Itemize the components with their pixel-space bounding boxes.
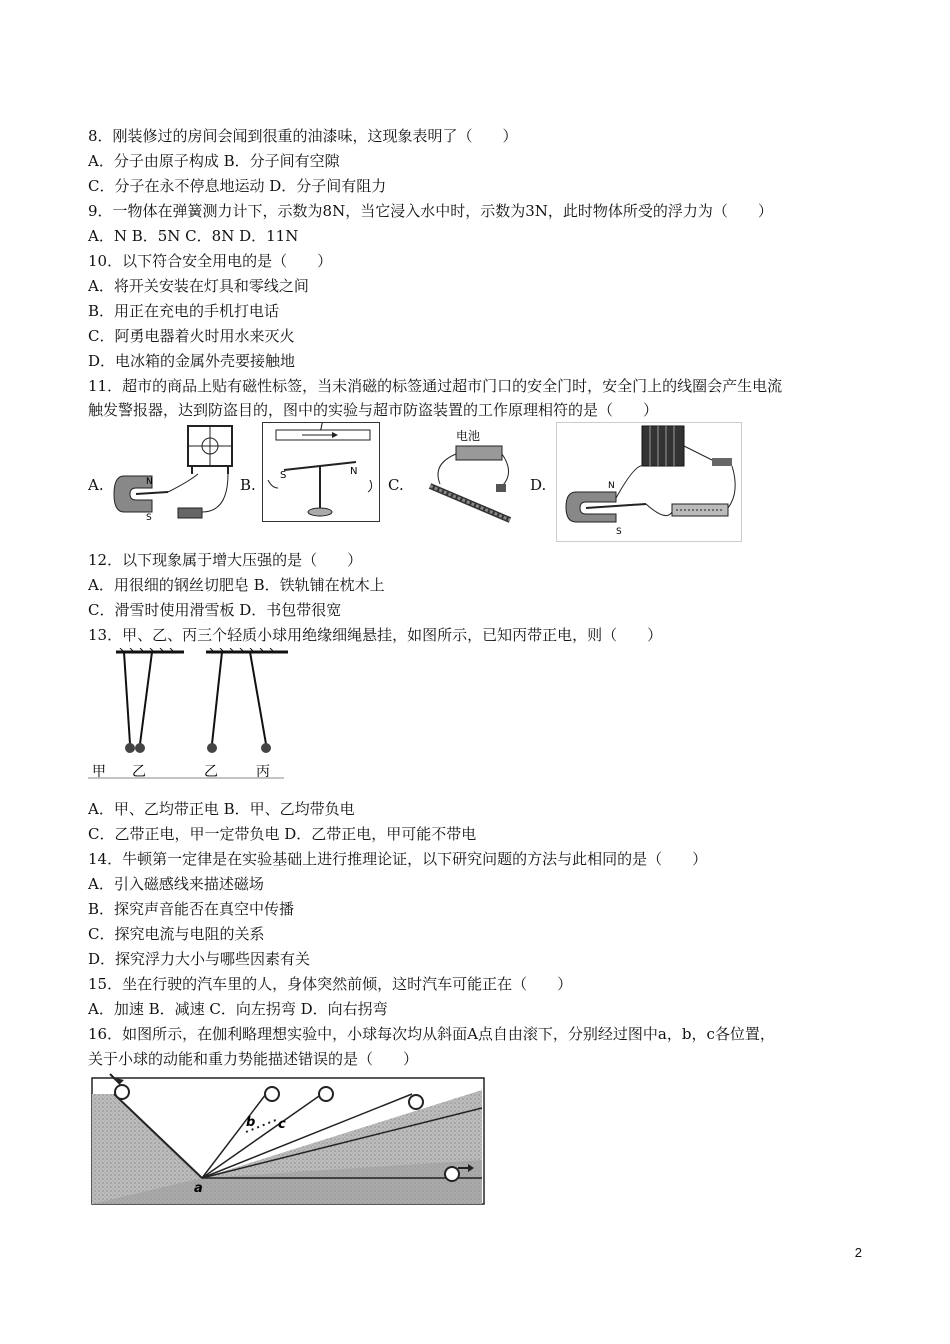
q11-label-b: B.: [240, 476, 256, 494]
q13-options-2: C．乙带正电，甲一定带负电 D．乙带正电，甲可能不带电: [88, 825, 477, 843]
q11-figure-c: [412, 424, 522, 524]
q10-option-b: B．用正在充电的手机打电话: [88, 302, 280, 320]
q12-options-2: C．滑雪时使用滑雪板 D．书包带很宽: [88, 601, 342, 619]
label-yi-right: 乙: [204, 764, 218, 780]
q11-figure-b: [262, 422, 380, 522]
q16-figure: [86, 1070, 486, 1210]
magnet-s-label: S: [146, 513, 152, 522]
q10-option-d: D．电冰箱的金属外壳要接触地: [88, 352, 296, 370]
q11-stem-1: 11．超市的商品上贴有磁性标签，当未消磁的标签通过超市门口的安全门时，安全门上的线圈会产生电流: [88, 377, 783, 395]
label-yi-left: 乙: [132, 764, 146, 780]
q10-option-c: C．阿勇电器着火时用水来灭火: [88, 327, 295, 345]
current-label: I: [320, 422, 323, 433]
q12-options-1: A．用很细的钢丝切肥皂 B．铁轨铺在枕木上: [88, 576, 385, 594]
q11-label-d: D.: [530, 476, 547, 494]
q14-option-d: D．探究浮力大小与哪些因素有关: [88, 950, 311, 968]
q8-options-2: C．分子在永不停息地运动 D．分子间有阻力: [88, 177, 387, 195]
battery-label: 电池: [456, 429, 481, 443]
q15-stem: 15．坐在行驶的汽车里的人，身体突然前倾，这时汽车可能正在（ ）: [88, 975, 573, 993]
q16-stem-2: 关于小球的动能和重力势能描述错误的是（ ）: [88, 1050, 419, 1068]
needle-s-label: S: [280, 470, 287, 481]
label-jia: 甲: [92, 764, 106, 780]
q14-option-a: A．引入磁感线来描述磁场: [88, 875, 264, 893]
q13-stem: 13．甲、乙、丙三个轻质小球用绝缘细绳悬挂，如图所示，已知丙带正电，则（ ）: [88, 626, 663, 644]
support-left: [116, 648, 184, 652]
q9-stem: 9．一物体在弹簧测力计下，示数为8N，当它浸入水中时，示数为3N，此时物体所受的浮力为（ ）: [88, 202, 773, 220]
label-bing: 丙: [256, 764, 270, 780]
q11-figure-d: [556, 422, 742, 542]
q11-stem-2: 触发警报器，达到防盗目的，图中的实验与超市防盗装置的工作原理相符的是（ ）: [88, 401, 659, 419]
point-b-label: b: [246, 1115, 256, 1130]
q15-options: A．加速 B．减速 C．向左拐弯 D．向右拐弯: [88, 1000, 388, 1018]
q8-options-1: A．分子由原子构成 B．分子间有空隙: [88, 152, 340, 170]
q16-stem-1: 16．如图所示，在伽利略理想实验中，小球每次均从斜面A点自由滚下，分别经过图中a，b，c各位置，: [88, 1025, 775, 1043]
q10-stem: 10．以下符合安全用电的是（ ）: [88, 252, 333, 270]
q11-figure-a: [108, 422, 236, 522]
support-right: [206, 648, 288, 652]
q14-stem: 14．牛顿第一定律是在实验基础上进行推理论证，以下研究问题的方法与此相同的是（ ）: [88, 850, 708, 868]
q13-figure: [88, 648, 288, 782]
q9-options: A．N B．5N C．8N D．11N: [88, 227, 299, 245]
q11-label-a: A.: [88, 476, 104, 494]
q11-label-c: C.: [388, 476, 404, 494]
q8-stem: 8．刚装修过的房间会闻到很重的油漆味，这现象表明了（ ）: [88, 127, 518, 145]
page-number: 2: [854, 1245, 862, 1260]
needle-n-label: N: [350, 466, 358, 477]
d-magnet-n-label: N: [608, 481, 615, 491]
q10-option-a: A．将开关安装在灯具和零线之间: [88, 277, 309, 295]
point-c-label: c: [278, 1117, 286, 1132]
magnet-n-label: N: [146, 477, 153, 487]
d-magnet-s-label: S: [616, 527, 622, 537]
q12-stem: 12．以下现象属于增大压强的是（ ）: [88, 551, 363, 569]
q14-option-b: B．探究声音能否在真空中传播: [88, 900, 295, 918]
point-a-label: a: [194, 1181, 203, 1196]
q14-option-c: C．探究电流与电阻的关系: [88, 925, 265, 943]
q13-options-1: A．甲、乙均带正电 B．甲、乙均带负电: [88, 800, 355, 818]
